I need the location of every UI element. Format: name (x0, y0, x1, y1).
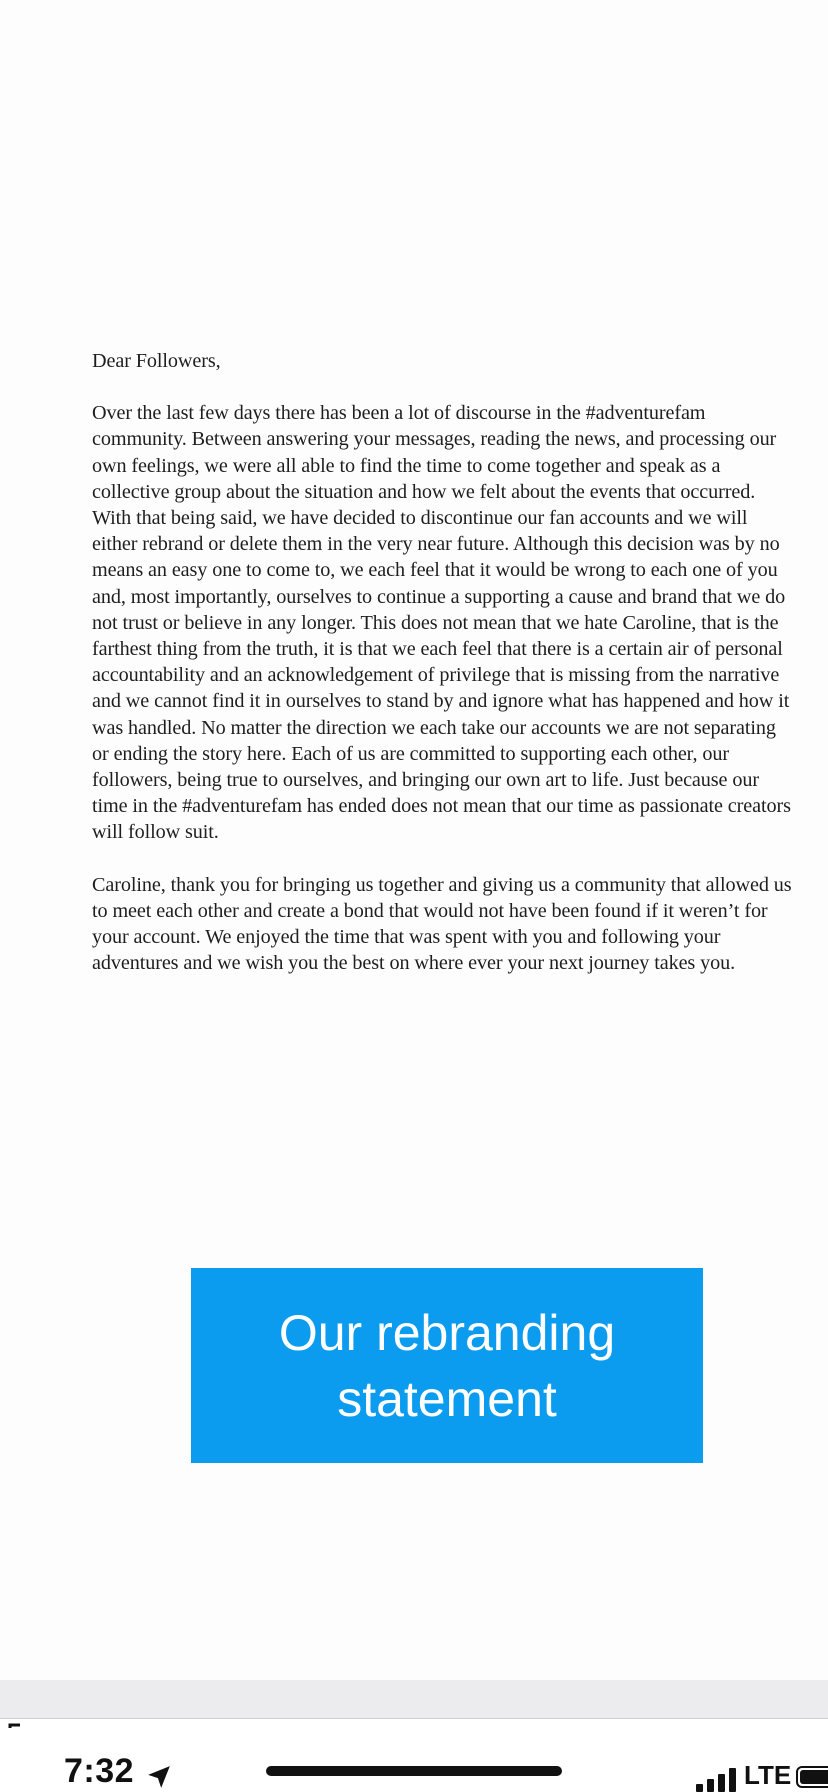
home-indicator[interactable] (266, 1766, 562, 1776)
status-time: 7:32 (64, 1752, 135, 1790)
divider (0, 1718, 828, 1719)
rebranding-statement-banner (191, 1268, 703, 1463)
letter-paragraph-1: Over the last few days there has been a lot of discourse in the #adventurefam community. Between answering your messages, reading the news, and processing our own feelings, we were all able to find the time to come together and speak as a collective group about the situation and how we felt about the events that occurred. With that being said, we have decided to discontinue our fan accounts and we will either rebrand or delete them in the very near future. Although this decision was by no means an easy one to come to, we each feel that it would be wrong to each one of you and, most importantly, ourselves to continue a supporting a cause and brand that we do not trust or believe in any longer. This does not mean that we hate Caroline, that is the farthest thing from the truth, it is that we each feel that there is a certain air of personal accountability and an acknowledgement of privilege that is missing from the narrative and we cannot find it in ourselves to stand by and ignore what has happened and how it was handled. No matter the direction we each take our accounts we are not separating or ending the story here. Each of us are committed to supporting each other, our followers, being true to ourselves, and bringing our own art to life. Just because our time in the #adventurefam has ended does not mean that our time as passionate creators will follow suit. (92, 402, 791, 844)
banner-text: Our rebranding statement (278, 1304, 616, 1427)
letter-greeting: Dear Followers, (92, 350, 221, 372)
network-type: LTE (744, 1760, 792, 1790)
toolbar-strip (0, 1680, 828, 1718)
battery-icon (796, 1766, 828, 1788)
signal-icon (696, 1768, 744, 1792)
letter-document (92, 348, 792, 1002)
letter-paragraph-2: Caroline, thank you for bringing us together and giving us a community that allowed us to meet each other and create a bond that would not have been found if it weren’t for your account. We enjoyed the time that was spent with you and following your adventures and we wish you the best on where ever your next journey takes you. (92, 873, 792, 975)
location-arrow-icon (146, 1764, 172, 1790)
